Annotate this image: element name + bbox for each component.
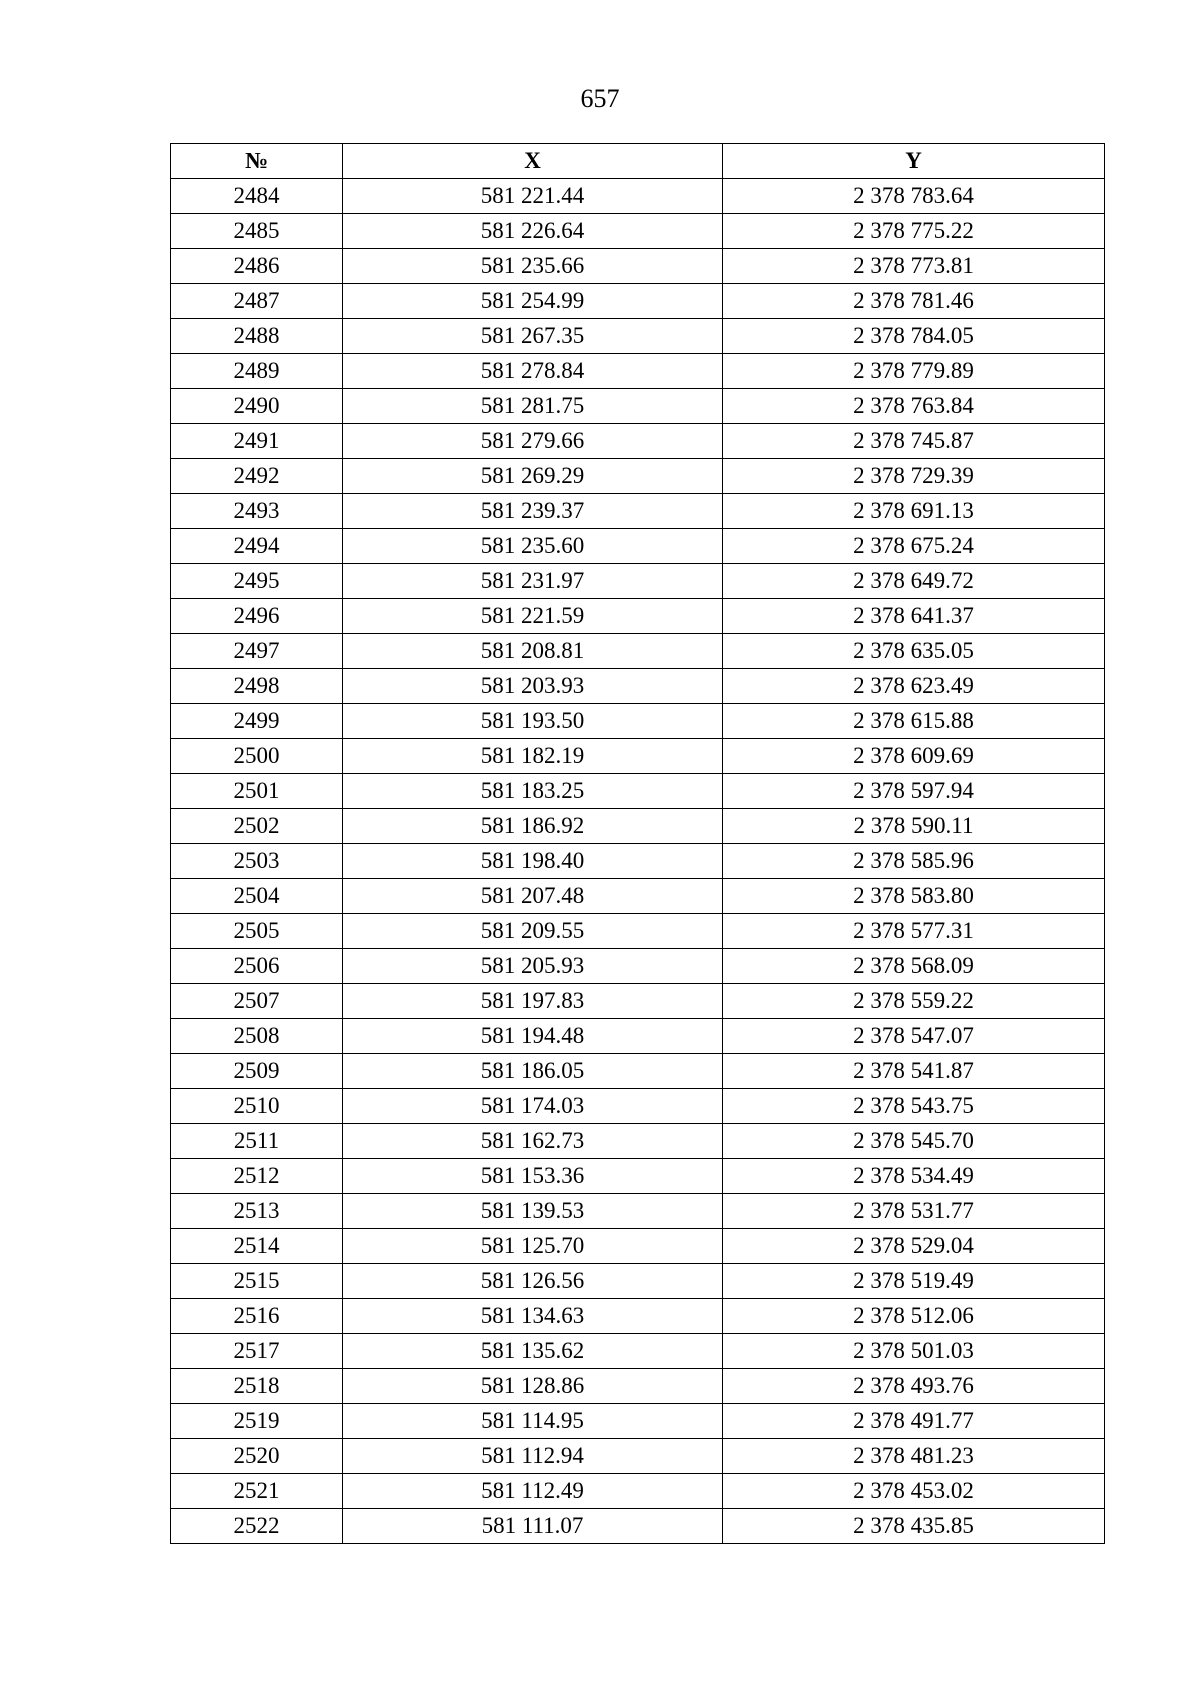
cell-number: 2506: [171, 949, 343, 984]
header-y: Y: [723, 144, 1105, 179]
cell-y: 2 378 534.49: [723, 1159, 1105, 1194]
cell-number: 2519: [171, 1404, 343, 1439]
cell-number: 2508: [171, 1019, 343, 1054]
cell-number: 2518: [171, 1369, 343, 1404]
page-number: 657: [580, 84, 620, 113]
cell-number: 2512: [171, 1159, 343, 1194]
cell-y: 2 378 583.80: [723, 879, 1105, 914]
cell-x: 581 209.55: [343, 914, 723, 949]
table-row: [171, 634, 1105, 669]
cell-x: 581 281.75: [343, 389, 723, 424]
cell-x: 581 254.99: [343, 284, 723, 319]
cell-number: 2521: [171, 1474, 343, 1509]
table-row: [171, 1404, 1105, 1439]
cell-y: 2 378 615.88: [723, 704, 1105, 739]
cell-number: 2484: [171, 179, 343, 214]
cell-x: 581 194.48: [343, 1019, 723, 1054]
cell-y: 2 378 691.13: [723, 494, 1105, 529]
table-row: [171, 459, 1105, 494]
cell-x: 581 221.44: [343, 179, 723, 214]
table-row: [171, 249, 1105, 284]
cell-x: 581 226.64: [343, 214, 723, 249]
cell-y: 2 378 453.02: [723, 1474, 1105, 1509]
cell-x: 581 186.92: [343, 809, 723, 844]
table-row: [171, 1054, 1105, 1089]
table-row: [171, 1019, 1105, 1054]
cell-y: 2 378 547.07: [723, 1019, 1105, 1054]
cell-x: 581 269.29: [343, 459, 723, 494]
cell-y: 2 378 512.06: [723, 1299, 1105, 1334]
cell-number: 2507: [171, 984, 343, 1019]
cell-y: 2 378 784.05: [723, 319, 1105, 354]
table-row: [171, 529, 1105, 564]
table-row: [171, 389, 1105, 424]
table-row: [171, 424, 1105, 459]
table-row: [171, 704, 1105, 739]
header-x: X: [343, 144, 723, 179]
cell-number: 2494: [171, 529, 343, 564]
table-row: [171, 1334, 1105, 1369]
cell-y: 2 378 779.89: [723, 354, 1105, 389]
cell-number: 2510: [171, 1089, 343, 1124]
header-row: [171, 144, 1105, 179]
cell-x: 581 221.59: [343, 599, 723, 634]
table-row: [171, 774, 1105, 809]
cell-y: 2 378 435.85: [723, 1509, 1105, 1544]
cell-number: 2511: [171, 1124, 343, 1159]
cell-number: 2520: [171, 1439, 343, 1474]
cell-number: 2503: [171, 844, 343, 879]
table-row: [171, 1159, 1105, 1194]
cell-x: 581 197.83: [343, 984, 723, 1019]
cell-y: 2 378 641.37: [723, 599, 1105, 634]
cell-y: 2 378 568.09: [723, 949, 1105, 984]
cell-y: 2 378 783.64: [723, 179, 1105, 214]
cell-y: 2 378 609.69: [723, 739, 1105, 774]
cell-number: 2514: [171, 1229, 343, 1264]
table-row: [171, 879, 1105, 914]
cell-number: 2499: [171, 704, 343, 739]
cell-number: 2517: [171, 1334, 343, 1369]
table-row: [171, 1369, 1105, 1404]
cell-x: 581 193.50: [343, 704, 723, 739]
cell-number: 2516: [171, 1299, 343, 1334]
cell-number: 2491: [171, 424, 343, 459]
cell-y: 2 378 559.22: [723, 984, 1105, 1019]
table-row: [171, 1194, 1105, 1229]
cell-x: 581 139.53: [343, 1194, 723, 1229]
cell-number: 2496: [171, 599, 343, 634]
cell-y: 2 378 545.70: [723, 1124, 1105, 1159]
table-row: [171, 1264, 1105, 1299]
cell-number: 2505: [171, 914, 343, 949]
cell-number: 2495: [171, 564, 343, 599]
cell-y: 2 378 649.72: [723, 564, 1105, 599]
cell-x: 581 183.25: [343, 774, 723, 809]
cell-y: 2 378 541.87: [723, 1054, 1105, 1089]
cell-x: 581 235.66: [343, 249, 723, 284]
cell-number: 2500: [171, 739, 343, 774]
cell-y: 2 378 543.75: [723, 1089, 1105, 1124]
table-row: [171, 1509, 1105, 1544]
cell-number: 2515: [171, 1264, 343, 1299]
cell-y: 2 378 501.03: [723, 1334, 1105, 1369]
cell-y: 2 378 585.96: [723, 844, 1105, 879]
table-row: [171, 354, 1105, 389]
cell-x: 581 235.60: [343, 529, 723, 564]
table-row: [171, 1124, 1105, 1159]
cell-number: 2489: [171, 354, 343, 389]
cell-x: 581 114.95: [343, 1404, 723, 1439]
cell-x: 581 126.56: [343, 1264, 723, 1299]
cell-number: 2493: [171, 494, 343, 529]
table-row: [171, 494, 1105, 529]
cell-x: 581 182.19: [343, 739, 723, 774]
cell-y: 2 378 577.31: [723, 914, 1105, 949]
cell-x: 581 128.86: [343, 1369, 723, 1404]
cell-x: 581 207.48: [343, 879, 723, 914]
cell-y: 2 378 623.49: [723, 669, 1105, 704]
cell-y: 2 378 781.46: [723, 284, 1105, 319]
cell-y: 2 378 529.04: [723, 1229, 1105, 1264]
table-row: [171, 809, 1105, 844]
cell-y: 2 378 763.84: [723, 389, 1105, 424]
table-row: [171, 319, 1105, 354]
cell-number: 2498: [171, 669, 343, 704]
table-row: [171, 179, 1105, 214]
table-row: [171, 214, 1105, 249]
cell-x: 581 125.70: [343, 1229, 723, 1264]
cell-x: 581 112.49: [343, 1474, 723, 1509]
cell-x: 581 134.63: [343, 1299, 723, 1334]
cell-y: 2 378 519.49: [723, 1264, 1105, 1299]
table-row: [171, 1474, 1105, 1509]
table-row: [171, 599, 1105, 634]
cell-x: 581 231.97: [343, 564, 723, 599]
cell-y: 2 378 493.76: [723, 1369, 1105, 1404]
coordinates-table: [170, 143, 1105, 1544]
cell-y: 2 378 745.87: [723, 424, 1105, 459]
cell-x: 581 153.36: [343, 1159, 723, 1194]
cell-number: 2509: [171, 1054, 343, 1089]
table-row: [171, 739, 1105, 774]
cell-x: 581 205.93: [343, 949, 723, 984]
cell-x: 581 278.84: [343, 354, 723, 389]
cell-number: 2501: [171, 774, 343, 809]
cell-x: 581 186.05: [343, 1054, 723, 1089]
cell-number: 2492: [171, 459, 343, 494]
cell-x: 581 208.81: [343, 634, 723, 669]
cell-x: 581 135.62: [343, 1334, 723, 1369]
cell-number: 2497: [171, 634, 343, 669]
cell-number: 2487: [171, 284, 343, 319]
cell-y: 2 378 635.05: [723, 634, 1105, 669]
cell-y: 2 378 597.94: [723, 774, 1105, 809]
cell-y: 2 378 481.23: [723, 1439, 1105, 1474]
table-row: [171, 669, 1105, 704]
cell-x: 581 174.03: [343, 1089, 723, 1124]
cell-x: 581 162.73: [343, 1124, 723, 1159]
cell-y: 2 378 491.77: [723, 1404, 1105, 1439]
cell-number: 2504: [171, 879, 343, 914]
table-row: [171, 284, 1105, 319]
cell-x: 581 267.35: [343, 319, 723, 354]
table-row: [171, 564, 1105, 599]
table-row: [171, 984, 1105, 1019]
cell-x: 581 111.07: [343, 1509, 723, 1544]
table-row: [171, 914, 1105, 949]
cell-number: 2490: [171, 389, 343, 424]
header-number: №: [171, 144, 343, 179]
cell-x: 581 279.66: [343, 424, 723, 459]
cell-number: 2502: [171, 809, 343, 844]
cell-number: 2522: [171, 1509, 343, 1544]
table-body: [171, 179, 1105, 1544]
table-row: [171, 949, 1105, 984]
cell-y: 2 378 675.24: [723, 529, 1105, 564]
table-row: [171, 844, 1105, 879]
table-row: [171, 1229, 1105, 1264]
cell-x: 581 239.37: [343, 494, 723, 529]
table-header: [171, 144, 1105, 179]
cell-y: 2 378 773.81: [723, 249, 1105, 284]
cell-number: 2513: [171, 1194, 343, 1229]
table-row: [171, 1089, 1105, 1124]
cell-number: 2486: [171, 249, 343, 284]
cell-number: 2488: [171, 319, 343, 354]
cell-x: 581 112.94: [343, 1439, 723, 1474]
cell-y: 2 378 590.11: [723, 809, 1105, 844]
table-row: [171, 1439, 1105, 1474]
cell-y: 2 378 729.39: [723, 459, 1105, 494]
cell-number: 2485: [171, 214, 343, 249]
cell-x: 581 203.93: [343, 669, 723, 704]
cell-x: 581 198.40: [343, 844, 723, 879]
cell-y: 2 378 531.77: [723, 1194, 1105, 1229]
cell-y: 2 378 775.22: [723, 214, 1105, 249]
table-row: [171, 1299, 1105, 1334]
